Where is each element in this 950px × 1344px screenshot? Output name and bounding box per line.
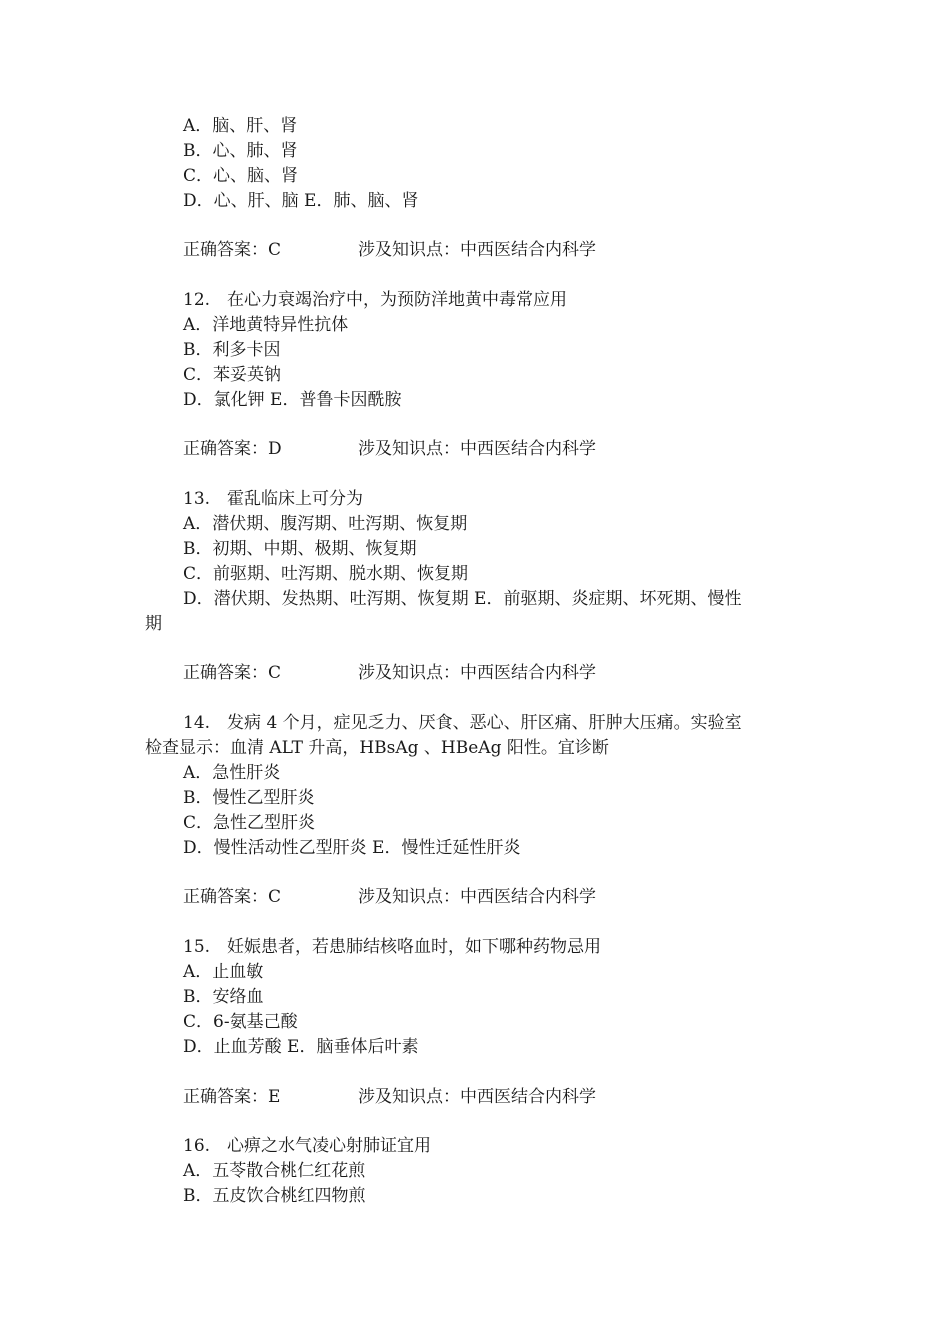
q14-stem: 14. 发病 4 个月，症见乏力、厌食、恶心、肝区痛、肝肿大压痛。实验室 bbox=[183, 713, 742, 733]
q14-option-b: B．慢性乙型肝炎 bbox=[183, 788, 315, 808]
q14-option-d-e: D．慢性活动性乙型肝炎 E．慢性迁延性肝炎 bbox=[183, 838, 521, 858]
q11-option-c: C．心、脑、肾 bbox=[183, 166, 299, 186]
q13-option-a: A．潜伏期、腹泻期、吐泻期、恢复期 bbox=[183, 514, 468, 534]
q12-stem: 12. 在心力衰竭治疗中，为预防洋地黄中毒常应用 bbox=[183, 290, 568, 310]
q16-option-a: A．五苓散合桃仁红花煎 bbox=[183, 1161, 366, 1181]
q12-option-d-e: D．氯化钾 E．普鲁卡因酰胺 bbox=[183, 390, 402, 410]
q13-answer-line bbox=[183, 661, 596, 685]
q14-option-a: A．急性肝炎 bbox=[183, 763, 281, 783]
q11-knowledge: 涉及知识点：中西医结合内科学 bbox=[358, 240, 596, 260]
q15-answer-line bbox=[183, 1085, 596, 1109]
q15-knowledge: 涉及知识点：中西医结合内科学 bbox=[358, 1087, 596, 1107]
q15-option-b: B．安络血 bbox=[183, 987, 264, 1007]
q12-knowledge: 涉及知识点：中西医结合内科学 bbox=[358, 439, 596, 459]
q15-option-c: C．6-氨基己酸 bbox=[183, 1012, 298, 1032]
q12-option-a: A．洋地黄特异性抗体 bbox=[183, 315, 349, 335]
q14-stem-continuation: 检查显示：血清 ALT 升高，HBsAg 、HBeAg 阳性。宜诊断 bbox=[145, 738, 609, 758]
q11-option-b: B．心、肺、肾 bbox=[183, 141, 298, 161]
q11-answer-line bbox=[183, 238, 596, 262]
q15-option-d-e: D．止血芳酸 E．脑垂体后叶素 bbox=[183, 1037, 419, 1057]
q13-answer: 正确答案：C bbox=[183, 663, 282, 683]
q11-option-a: A．脑、肝、肾 bbox=[183, 116, 298, 136]
q11-option-d-e: D．心、肝、脑 E．肺、脑、肾 bbox=[183, 191, 419, 211]
q14-knowledge: 涉及知识点：中西医结合内科学 bbox=[358, 887, 596, 907]
q12-option-b: B．利多卡因 bbox=[183, 340, 281, 360]
q15-stem: 15. 妊娠患者，若患肺结核咯血时，如下哪种药物忌用 bbox=[183, 937, 602, 957]
q11-answer: 正确答案：C bbox=[183, 240, 282, 260]
q12-answer-line bbox=[183, 437, 596, 461]
q13-knowledge: 涉及知识点：中西医结合内科学 bbox=[358, 663, 596, 683]
q14-answer-line bbox=[183, 885, 596, 909]
q14-option-c: C．急性乙型肝炎 bbox=[183, 813, 316, 833]
q12-option-c: C．苯妥英钠 bbox=[183, 365, 282, 385]
q13-option-b: B．初期、中期、极期、恢复期 bbox=[183, 539, 417, 559]
q14-answer: 正确答案：C bbox=[183, 887, 282, 907]
q16-stem: 16. 心痹之水气凌心射肺证宜用 bbox=[183, 1136, 432, 1156]
q13-option-continuation: 期 bbox=[145, 614, 162, 634]
q16-option-b: B．五皮饮合桃红四物煎 bbox=[183, 1186, 366, 1206]
q12-answer: 正确答案：D bbox=[183, 439, 282, 459]
q13-option-d-e: D．潜伏期、发热期、吐泻期、恢复期 E．前驱期、炎症期、坏死期、慢性 bbox=[183, 589, 742, 609]
q13-option-c: C．前驱期、吐泻期、脱水期、恢复期 bbox=[183, 564, 469, 584]
q15-option-a: A．止血敏 bbox=[183, 962, 264, 982]
q13-stem: 13. 霍乱临床上可分为 bbox=[183, 489, 364, 509]
q15-answer: 正确答案：E bbox=[183, 1087, 281, 1107]
